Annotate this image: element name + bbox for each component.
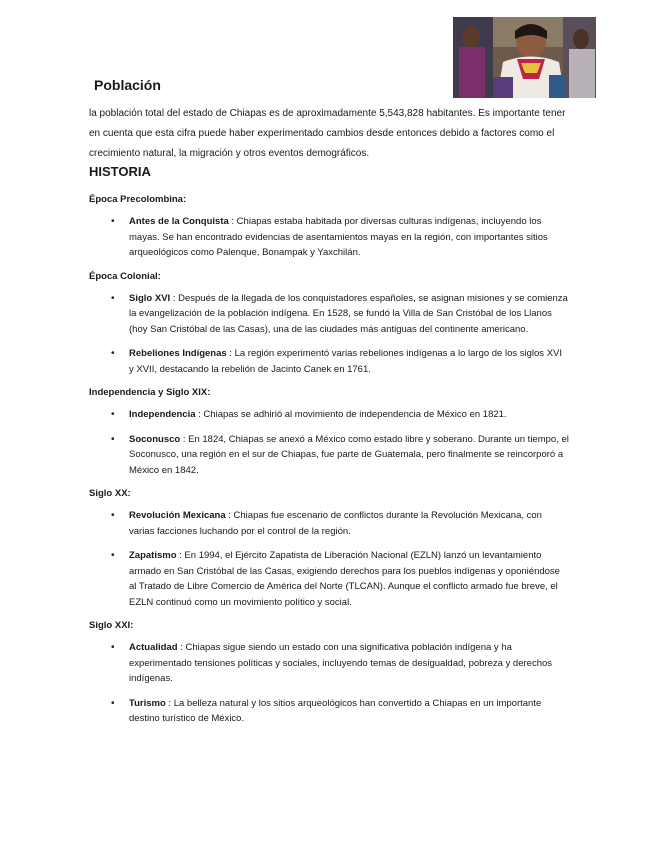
section-title: Independencia y Siglo XIX: [89,387,211,398]
section-title: Siglo XX: [89,488,131,499]
bullet-icon: • [111,292,115,304]
section-title: Época Colonial: [89,270,161,282]
list-item [89,291,569,338]
section-siglo-xxi [89,619,569,727]
list-item [89,346,569,377]
item-text: : La región experimentó varias rebeliones indígenas a lo largo de los siglos XVI y XVII, destacando la rebelión de Jacinto Canek en 1761. [129,348,563,375]
item-text: : Chiapas sigue siendo un estado con una significativa población indígena y ha experimentado tensiones políticas y sociales, incluyendo temas de desigualdad, pobreza y derechos indígenas. [129,642,553,684]
item-text: : En 1824, Chiapas se anexó a México como estado libre y soberano. Durante un tiempo, el Soconusco, una región en el sur de Chiapas, fue parte de Guatemala, pero finalmente se reincorporó a México en 1842. [129,433,569,476]
intro-paragraph: la población total del estado de Chiapas es de aproximadamente 5,543,828 habitantes. Es importante tener en cuenta que esta cifra puede haber experimentado cambios desde entonces debido a factores como el crecimiento natural, la migración y otros eventos demográficos. [89,108,566,159]
item-text: : La belleza natural y los sitios arqueológicos han convertido a Chiapas en un importante destino turístico de México. [129,697,542,724]
section-siglo-xx [89,487,569,610]
history-heading: HISTORIA [89,164,151,179]
list-item [89,214,569,261]
item-text: : Chiapas fue escenario de conflictos durante la Revolución Mexicana, con varias facciones luchando por el control de la región. [129,510,542,537]
item-term: Antes de la Conquista [129,216,229,227]
photo-image [453,17,596,98]
list-item [89,508,569,539]
item-text: : Después de la llegada de los conquistadores españoles, se asignan misiones y se comienza la evangelización de la población indígena. En 1528, se fundó la Villa de San Cristóbal de los Llanos (hoy San Cristóbal de las Casas), una de las ciudades más antiguas del continente americano. [129,292,568,335]
section-list [89,407,569,478]
history-content [89,163,569,736]
item-term: Zapatismo [129,550,177,561]
list-item [89,432,569,479]
section-title: Época Precolombina: [89,194,187,205]
bullet-icon: • [111,642,115,653]
section-list [89,640,569,727]
section-independencia [89,386,569,478]
bullet-icon: • [111,348,115,359]
photo-indigenous-people [453,17,596,98]
section-list [89,291,569,378]
list-item [89,407,569,423]
item-term: Soconusco [129,433,181,445]
item-term: Independencia [129,409,196,420]
bullet-icon: • [111,510,115,521]
list-item [89,548,569,610]
item-text: : En 1994, el Ejército Zapatista de Liberación Nacional (EZLN) lanzó un levantamiento armado en San Cristóbal de las Casas, exigiendo derechos para los pueblos indígenas y oponiéndose al Tratado de Libre Comercio de América del Norte (TLCAN). Aunque el conflicto armado fue breve, el EZLN continuó como un movimiento político y social. [129,550,560,608]
item-term: Revolución Mexicana [129,510,226,521]
bullet-icon: • [111,409,115,420]
list-item [89,640,569,687]
bullet-icon: • [111,216,115,227]
bullet-icon: • [111,433,115,445]
item-term: Turismo [129,697,166,709]
item-text: : Chiapas estaba habitada por diversas culturas indígenas, incluyendo los mayas. Se han encontrado evidencias de asentamientos mayas en la región, con importantes sitios arqueológicos como Palenque, Bonampak y Yaxchilán. [129,216,548,258]
page-title: Población [94,77,161,93]
section-list [89,214,569,261]
item-text: : Chiapas se adhirió al movimiento de independencia de México en 1821. [195,409,507,420]
item-term: Actualidad [129,642,178,653]
section-list [89,508,569,610]
bullet-icon: • [111,550,115,561]
item-term: Rebeliones Indígenas [129,348,227,359]
section-precolombina [89,193,569,261]
item-term: Siglo XVI [129,292,171,304]
section-colonial [89,270,569,378]
section-title: Siglo XXI: [89,620,134,631]
bullet-icon: • [111,697,115,709]
list-item [89,696,569,727]
